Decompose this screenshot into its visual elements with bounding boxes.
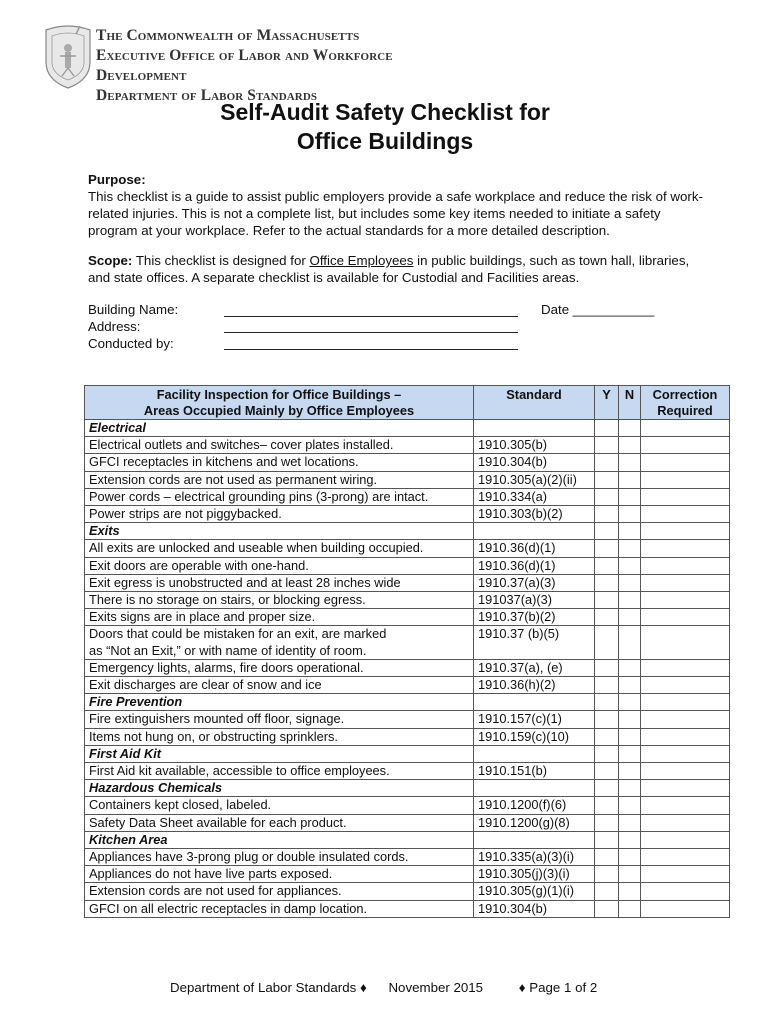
standard-cell: 1910.157(c)(1) <box>474 711 595 728</box>
standard-cell: 1910.1200(g)(8) <box>474 814 595 831</box>
table-row <box>85 506 730 523</box>
correction-cell[interactable] <box>641 900 730 917</box>
address-label: Address: <box>88 319 141 334</box>
item-cell <box>85 849 474 866</box>
standard-cell: 1910.1200(f)(6) <box>474 797 595 814</box>
header-commonwealth: The Commonwealth of Massachusetts <box>96 27 360 44</box>
table-row <box>85 763 730 780</box>
item-cell <box>85 471 474 488</box>
table-row <box>85 814 730 831</box>
item-cell <box>85 540 474 557</box>
table-row <box>85 609 730 626</box>
standard-cell: 1910.335(a)(3)(i) <box>474 849 595 866</box>
correction-cell[interactable] <box>641 592 730 609</box>
header-yes: Y <box>595 386 619 420</box>
title-line-2: Office Buildings <box>296 128 474 154</box>
section-title: Hazardous Chemicals <box>85 780 474 797</box>
item-cell <box>85 866 474 883</box>
standard-cell: 1910.37(b)(2) <box>474 609 595 626</box>
item-text: Appliances do not have live parts exposed. <box>89 866 333 882</box>
no-cell[interactable] <box>619 659 641 676</box>
page-title <box>0 98 770 156</box>
building-name-field[interactable] <box>224 316 518 317</box>
correction-cell[interactable] <box>641 797 730 814</box>
building-name-label: Building Name: <box>88 302 179 317</box>
standard-cell: 1910.36(h)(2) <box>474 677 595 694</box>
scope-text-pre: This checklist is designed for <box>135 253 306 268</box>
item-text: Emergency lights, alarms, fire doors operational. <box>89 659 364 675</box>
standard-cell <box>474 694 595 711</box>
item-text: Exit doors are operable with one-hand. <box>89 557 309 573</box>
purpose-text: This checklist is a guide to assist public employers provide a safe workplace and reduce the risk of work-related injuries. This is not a complete list, but includes some key items needed to initiate a safety program at your workplace. Refer to the actual standards for a more detailed description. <box>88 189 703 238</box>
item-text: GFCI receptacles in kitchens and wet locations. <box>89 454 359 470</box>
standard-cell <box>474 831 595 848</box>
correction-cell[interactable] <box>641 523 730 540</box>
no-cell[interactable] <box>619 420 641 437</box>
header-no: N <box>619 386 641 420</box>
checklist-table <box>84 385 730 918</box>
purpose-label: Purpose: <box>88 172 146 187</box>
yes-cell[interactable] <box>595 454 619 471</box>
section-row <box>85 523 730 540</box>
table-row <box>85 711 730 728</box>
yes-cell[interactable] <box>595 763 619 780</box>
scope-office-employees: Office Employees <box>309 253 414 268</box>
item-text-continued: as “Not an Exit,” or with name of identity of room. <box>89 642 367 658</box>
standard-cell: 1910.36(d)(1) <box>474 557 595 574</box>
correction-cell[interactable] <box>641 437 730 454</box>
correction-cell[interactable] <box>641 659 730 676</box>
footer <box>170 980 601 995</box>
table-row <box>85 488 730 505</box>
no-cell[interactable] <box>619 454 641 471</box>
yes-cell[interactable] <box>595 745 619 762</box>
table-row <box>85 626 730 659</box>
item-cell <box>85 506 474 523</box>
correction-cell[interactable] <box>641 506 730 523</box>
yes-cell[interactable] <box>595 557 619 574</box>
table-row <box>85 659 730 676</box>
yes-cell[interactable] <box>595 728 619 745</box>
item-cell <box>85 626 474 659</box>
item-text: Power cords – electrical grounding pins (3-prong) are intact. <box>89 488 429 504</box>
no-cell[interactable] <box>619 488 641 505</box>
item-text: All exits are unlocked and useable when building occupied. <box>89 540 424 556</box>
item-text: Extension cords are not used for appliances. <box>89 883 342 899</box>
item-cell <box>85 814 474 831</box>
yes-cell[interactable] <box>595 866 619 883</box>
yes-cell[interactable] <box>595 626 619 659</box>
standard-cell: 1910.305(b) <box>474 437 595 454</box>
correction-cell[interactable] <box>641 763 730 780</box>
table-row <box>85 437 730 454</box>
item-cell <box>85 797 474 814</box>
yes-cell[interactable] <box>595 659 619 676</box>
section-row <box>85 780 730 797</box>
standard-cell: 1910.37(a)(3) <box>474 574 595 591</box>
item-cell <box>85 592 474 609</box>
yes-cell[interactable] <box>595 677 619 694</box>
item-text: Containers kept closed, labeled. <box>89 797 272 813</box>
item-text: GFCI on all electric receptacles in damp location. <box>89 900 368 916</box>
item-text: First Aid kit available, accessible to office employees. <box>89 763 390 779</box>
no-cell[interactable] <box>619 728 641 745</box>
no-cell[interactable] <box>619 592 641 609</box>
yes-cell[interactable] <box>595 488 619 505</box>
scope-section <box>88 252 708 286</box>
no-cell[interactable] <box>619 780 641 797</box>
no-cell[interactable] <box>619 711 641 728</box>
table-row <box>85 471 730 488</box>
table-row <box>85 900 730 917</box>
correction-cell[interactable] <box>641 831 730 848</box>
table-row <box>85 728 730 745</box>
no-cell[interactable] <box>619 745 641 762</box>
item-cell <box>85 677 474 694</box>
no-cell[interactable] <box>619 763 641 780</box>
table-row <box>85 574 730 591</box>
item-text: There is no storage on stairs, or blocking egress. <box>89 592 366 608</box>
yes-cell[interactable] <box>595 797 619 814</box>
table-row <box>85 540 730 557</box>
correction-cell[interactable] <box>641 454 730 471</box>
no-cell[interactable] <box>619 900 641 917</box>
correction-cell[interactable] <box>641 745 730 762</box>
table-row <box>85 592 730 609</box>
no-cell[interactable] <box>619 574 641 591</box>
yes-cell[interactable] <box>595 849 619 866</box>
item-text: Fire extinguishers mounted off floor, signage. <box>89 711 345 727</box>
title-line-1: Self-Audit Safety Checklist for <box>220 99 550 125</box>
standard-cell: 1910.304(b) <box>474 454 595 471</box>
correction-cell[interactable] <box>641 420 730 437</box>
item-cell <box>85 711 474 728</box>
letterhead <box>40 22 460 104</box>
correction-cell[interactable] <box>641 574 730 591</box>
correction-cell[interactable] <box>641 849 730 866</box>
standard-cell: 1910.305(g)(1)(i) <box>474 883 595 900</box>
standard-cell <box>474 420 595 437</box>
item-cell <box>85 454 474 471</box>
item-text: Exits signs are in place and proper size. <box>89 609 316 625</box>
standard-cell: 1910.305(j)(3)(i) <box>474 866 595 883</box>
item-text: Items not hung on, or obstructing sprinklers. <box>89 728 338 744</box>
yes-cell[interactable] <box>595 592 619 609</box>
no-cell[interactable] <box>619 814 641 831</box>
no-cell[interactable] <box>619 609 641 626</box>
item-cell <box>85 557 474 574</box>
item-text: Appliances have 3-prong plug or double insulated cords. <box>89 849 409 865</box>
correction-cell[interactable] <box>641 557 730 574</box>
section-row <box>85 694 730 711</box>
standard-cell <box>474 523 595 540</box>
item-text: Safety Data Sheet available for each product. <box>89 814 347 830</box>
section-row <box>85 420 730 437</box>
table-row <box>85 849 730 866</box>
correction-cell[interactable] <box>641 728 730 745</box>
no-cell[interactable] <box>619 849 641 866</box>
no-cell[interactable] <box>619 883 641 900</box>
no-cell[interactable] <box>619 540 641 557</box>
standard-cell: 1910.303(b)(2) <box>474 506 595 523</box>
yes-cell[interactable] <box>595 711 619 728</box>
no-cell[interactable] <box>619 626 641 659</box>
yes-cell[interactable] <box>595 471 619 488</box>
yes-cell[interactable] <box>595 506 619 523</box>
yes-cell[interactable] <box>595 523 619 540</box>
no-cell[interactable] <box>619 437 641 454</box>
address-field[interactable] <box>224 332 518 333</box>
standard-cell: 1910.304(b) <box>474 900 595 917</box>
yes-cell[interactable] <box>595 814 619 831</box>
correction-cell[interactable] <box>641 540 730 557</box>
standard-cell: 1910.334(a) <box>474 488 595 505</box>
scope-text-post: in public buildings, such as town hall, libraries, and state offices. A separate checklist is available for Custodial and Facilities areas. <box>88 253 690 285</box>
correction-cell[interactable] <box>641 626 730 659</box>
section-title: Exits <box>85 523 474 540</box>
header-correction-line-1: Correction <box>652 387 718 402</box>
standard-cell: 1910.305(a)(2)(ii) <box>474 471 595 488</box>
correction-cell[interactable] <box>641 814 730 831</box>
item-text: Electrical outlets and switches– cover plates installed. <box>89 437 394 453</box>
correction-cell[interactable] <box>641 677 730 694</box>
correction-cell[interactable] <box>641 609 730 626</box>
header-correction-line-2: Required <box>657 403 713 418</box>
yes-cell[interactable] <box>595 900 619 917</box>
item-text: Exit egress is unobstructed and at least 28 inches wide <box>89 574 401 590</box>
yes-cell[interactable] <box>595 694 619 711</box>
item-cell <box>85 659 474 676</box>
item-text: Extension cords are not used as permanent wiring. <box>89 471 378 487</box>
correction-cell[interactable] <box>641 866 730 883</box>
conducted-by-label: Conducted by: <box>88 336 174 351</box>
table-header-row <box>85 386 730 420</box>
correction-cell[interactable] <box>641 883 730 900</box>
correction-cell[interactable] <box>641 471 730 488</box>
header-facility-line-1: Facility Inspection for Office Buildings – <box>156 387 402 402</box>
no-cell[interactable] <box>619 831 641 848</box>
item-cell <box>85 437 474 454</box>
header-standard: Standard <box>474 386 595 420</box>
standard-cell: 1910.159(c)(10) <box>474 728 595 745</box>
standard-cell <box>474 745 595 762</box>
section-title: Electrical <box>85 420 474 437</box>
purpose-section <box>88 171 708 239</box>
table-row <box>85 454 730 471</box>
table-row <box>85 883 730 900</box>
header-department: Department of Labor Standards <box>96 87 318 104</box>
header-executive-office: Executive Office of Labor and Workforce Development <box>96 47 393 84</box>
conducted-by-field[interactable] <box>224 349 518 350</box>
correction-cell[interactable] <box>641 711 730 728</box>
standard-cell: 1910.151(b) <box>474 763 595 780</box>
no-cell[interactable] <box>619 471 641 488</box>
header-facility-line-2: Areas Occupied Mainly by Office Employees <box>143 403 415 418</box>
no-cell[interactable] <box>619 506 641 523</box>
table-row <box>85 557 730 574</box>
scope-label: Scope: <box>88 253 133 268</box>
yes-cell[interactable] <box>595 420 619 437</box>
yes-cell[interactable] <box>595 831 619 848</box>
item-cell <box>85 488 474 505</box>
no-cell[interactable] <box>619 866 641 883</box>
footer-date: November 2015 <box>388 980 484 995</box>
section-row <box>85 745 730 762</box>
date-field[interactable]: Date ___________ <box>541 302 655 317</box>
standard-cell <box>474 780 595 797</box>
standard-cell: 1910.37 (b)(5) <box>474 626 595 659</box>
section-row <box>85 831 730 848</box>
yes-cell[interactable] <box>595 437 619 454</box>
no-cell[interactable] <box>619 523 641 540</box>
yes-cell[interactable] <box>595 574 619 591</box>
table-row <box>85 797 730 814</box>
item-cell <box>85 574 474 591</box>
item-text: Exit discharges are clear of snow and ice <box>89 677 322 693</box>
table-row <box>85 677 730 694</box>
no-cell[interactable] <box>619 557 641 574</box>
item-text: Doors that could be mistaken for an exit, are marked <box>89 626 387 642</box>
header-facility-inspection <box>85 386 474 420</box>
footer-department: Department of Labor Standards ♦ <box>170 980 367 995</box>
standard-cell: 1910.36(d)(1) <box>474 540 595 557</box>
yes-cell[interactable] <box>595 883 619 900</box>
checklist-body <box>85 420 730 918</box>
correction-cell[interactable] <box>641 488 730 505</box>
no-cell[interactable] <box>619 677 641 694</box>
item-cell <box>85 883 474 900</box>
yes-cell[interactable] <box>595 780 619 797</box>
massachusetts-seal-icon <box>40 22 96 90</box>
item-cell <box>85 763 474 780</box>
correction-cell[interactable] <box>641 780 730 797</box>
section-title: First Aid Kit <box>85 745 474 762</box>
yes-cell[interactable] <box>595 609 619 626</box>
item-cell <box>85 728 474 745</box>
correction-cell[interactable] <box>641 694 730 711</box>
item-text: Power strips are not piggybacked. <box>89 506 282 522</box>
standard-cell: 1910.37(a), (e) <box>474 659 595 676</box>
no-cell[interactable] <box>619 694 641 711</box>
footer-page-number: ♦ Page 1 of 2 <box>518 980 598 995</box>
no-cell[interactable] <box>619 797 641 814</box>
item-cell <box>85 900 474 917</box>
section-title: Kitchen Area <box>85 831 474 848</box>
standard-cell: 191037(a)(3) <box>474 592 595 609</box>
yes-cell[interactable] <box>595 540 619 557</box>
header-correction-required <box>641 386 730 420</box>
item-cell <box>85 609 474 626</box>
section-title: Fire Prevention <box>85 694 474 711</box>
table-row <box>85 866 730 883</box>
